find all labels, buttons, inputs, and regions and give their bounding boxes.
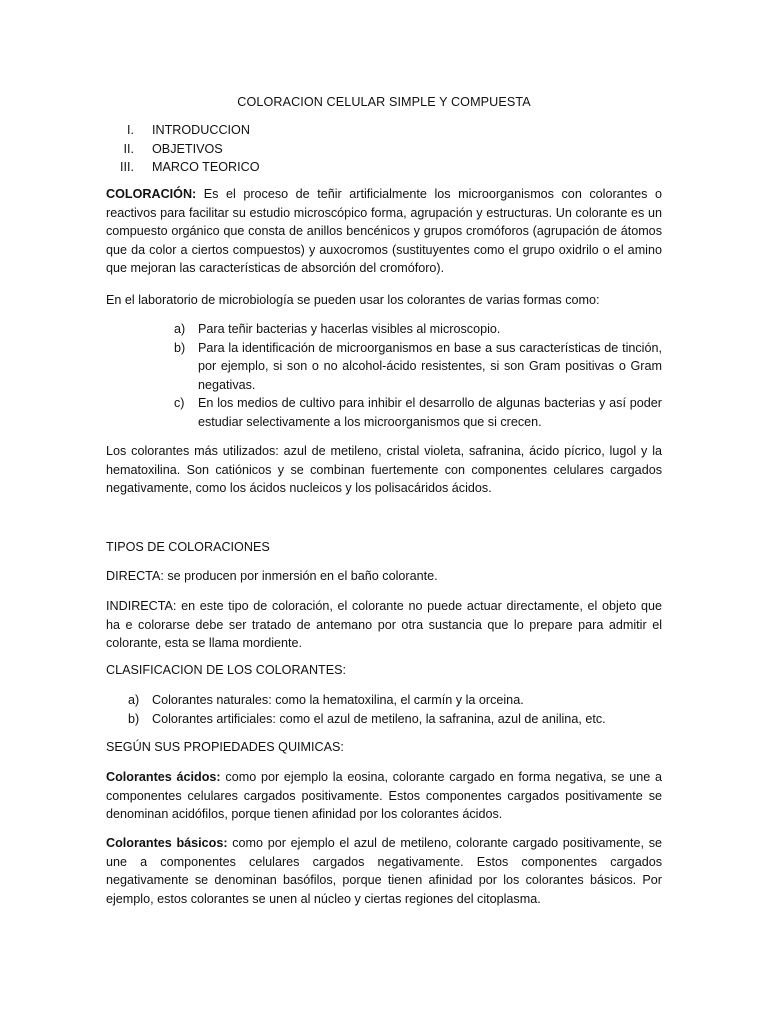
coloracion-text: Es el proceso de teñir artificialmente los microorganismos con colorantes o reactivos para facilitar su estudio microscópico forma, agrupación y estructuras. Un colorante es un compuesto orgánico que consta de anillos bencénicos y grupos cromóforos (agrupación de átomos que da color a ciertos compuestos) y auxocromos (sustituyentes como el grupo oxidrilo o el amino que mejoran las características de absorción del cromóforo). [106, 187, 662, 276]
list-item-text: Colorantes naturales: como la hematoxilina, el carmín y la orceina. [152, 693, 524, 707]
directa-paragraph: DIRECTA: se producen por inmersión en el baño colorante. [106, 569, 438, 583]
list-item-text: Para la identificación de microorganismos en base a sus características de tinción, por ejemplo, si son o no alcohol-ácido resistentes, si son Gram positivas o Gram negativas. [198, 340, 662, 392]
toc-number: I. [127, 123, 134, 137]
acidos-term: Colorantes ácidos: [106, 770, 221, 784]
toc-label: INTRODUCCION [152, 123, 250, 137]
toc-number: III. [120, 160, 134, 175]
coloracion-paragraph [106, 185, 662, 278]
toc-label: OBJETIVOS [152, 141, 223, 156]
clasificacion-heading: CLASIFICACION DE LOS COLORANTES: [106, 663, 347, 677]
list-item-text: En los medios de cultivo para inhibir el desarrollo de algunas bacterias y así poder estudiar selectivamente a los microorganismos que si crecen. [198, 396, 662, 429]
acidos-text: como por ejemplo la eosina, colorante cargado en forma negativa, se une a componentes celulares cargados positivamente. Estos componentes cargados positivamente se denominan acidófilos, porque tienen afinidad por los colorantes ácidos. [106, 770, 662, 822]
basicos-term: Colorantes básicos: [106, 836, 228, 850]
propiedades-heading: SEGÚN SUS PROPIEDADES QUIMICAS: [106, 740, 344, 754]
list-item [106, 710, 662, 729]
colorantes-basicos-paragraph [106, 834, 662, 908]
indirecta-paragraph: INDIRECTA: en este tipo de coloración, el colorante no puede actuar directamente, el objeto que ha e colorarse debe ser tratado de antemano por otra sustancia que lo prepare para admitir el colorante, esta se llama mordiente. [106, 599, 662, 651]
list-item [106, 691, 662, 710]
list-marker: b) [174, 340, 186, 355]
coloracion-term: COLORACIÓN: [106, 187, 197, 201]
list-marker: a) [128, 693, 140, 707]
toc-number: II. [123, 141, 134, 156]
document-title: COLORACION CELULAR SIMPLE Y COMPUESTA [237, 95, 531, 109]
colorantes-acidos-paragraph [106, 768, 662, 824]
list-marker: c) [174, 396, 185, 411]
colorantes-usados-paragraph: Los colorantes más utilizados: azul de metileno, cristal violeta, safranina, ácido pícrico, lugol y la hematoxilina. Son catiónicos y se combinan fuertemente con componentes celulares cargados negativamente, como los ácidos nucleicos y los polisacáridos ácidos. [106, 444, 662, 496]
lab-intro-paragraph: En el laboratorio de microbiología se pueden usar los colorantes de varias formas como: [106, 293, 600, 307]
list-item [106, 394, 662, 431]
list-marker: b) [128, 711, 140, 726]
tipos-heading: TIPOS DE COLORACIONES [106, 540, 270, 554]
list-marker: a) [174, 322, 186, 336]
basicos-text: como por ejemplo el azul de metileno, colorante cargado positivamente, se une a componentes celulares cargados negativamente. Estos componentes cargados negativamente se denominan basófilos, porque tienen afinidad por los colorantes básicos. Por ejemplo, estos colorantes se unen al núcleo y ciertas regiones del citoplasma. [106, 836, 662, 906]
list-item [106, 339, 662, 395]
clasificacion-list [106, 691, 662, 728]
lab-uses-list [106, 320, 662, 432]
list-item-text: Colorantes artificiales: como el azul de metileno, la safranina, azul de anilina, etc. [152, 711, 606, 726]
list-item [106, 320, 662, 339]
list-item-text: Para teñir bacterias y hacerlas visibles al microscopio. [198, 322, 501, 336]
toc-label: MARCO TEORICO [152, 160, 260, 175]
